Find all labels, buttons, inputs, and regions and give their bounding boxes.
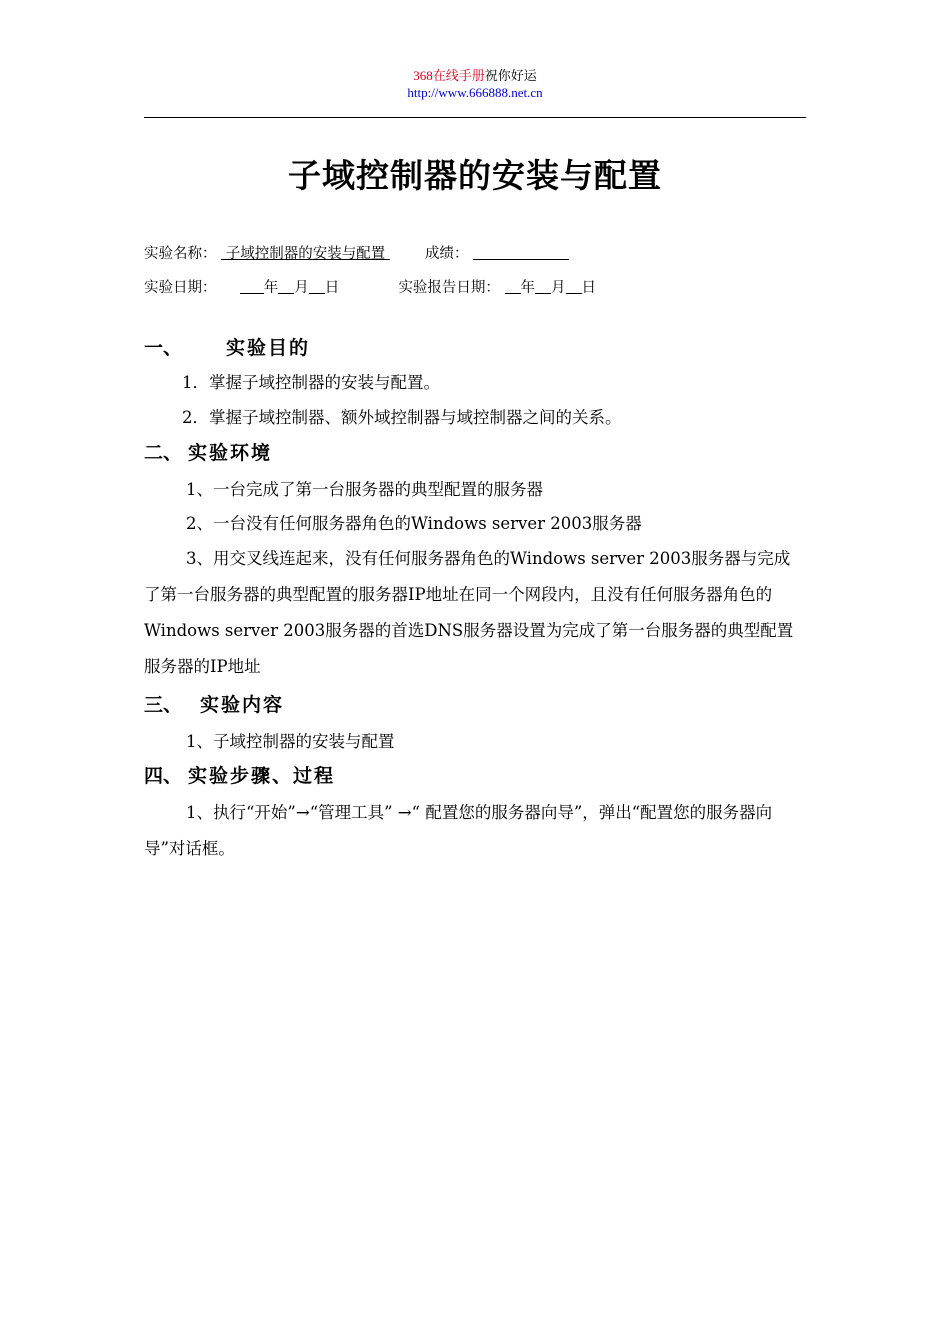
date-year-blank	[240, 279, 264, 294]
section-heading-purpose	[144, 335, 310, 361]
section-heading-steps	[144, 763, 335, 789]
score-label: 成绩：	[425, 246, 469, 262]
report-month-label: 月	[551, 280, 566, 296]
purpose-item: 2．掌握子域控制器、额外域控制器与域控制器之间的关系。	[182, 408, 622, 427]
experiment-name-row	[144, 243, 569, 265]
purpose-item: 1．掌握子域控制器的安装与配置。	[182, 373, 440, 392]
report-month-blank	[535, 279, 551, 294]
environment-item: 3、用交叉线连起来，没有任何服务器角色的Windows server 2003服务器与完成了第一台服务器的典型配置的服务器IP地址在同一个网段内，且没有任何服务器角色的Windows server 2003服务器的首选DNS服务器设置为完成了第一台服务器的典型配置服务器的IP地址	[144, 549, 794, 676]
section-title: 实验内容	[200, 694, 285, 716]
experiment-date-row	[144, 277, 596, 299]
content-item: 1、子域控制器的安装与配置	[186, 732, 395, 751]
header-brand-suffix: 祝你好运	[484, 68, 537, 83]
report-day-blank	[566, 279, 582, 294]
date-month-label: 月	[294, 280, 309, 296]
environment-item: 2、一台没有任何服务器角色的Windows server 2003服务器	[186, 514, 642, 533]
experiment-name-label: 实验名称：	[144, 246, 217, 262]
section-heading-content	[144, 692, 284, 718]
experiment-date-label: 实验日期：	[144, 280, 217, 296]
score-blank	[473, 245, 569, 260]
date-day-blank	[309, 279, 325, 294]
page-header-brand	[0, 68, 950, 84]
section-number: 四、	[144, 765, 183, 787]
experiment-name-value: 子域控制器的安装与配置	[221, 246, 390, 262]
section-number: 三、	[144, 694, 183, 716]
steps-item: 1、执行“开始”→“管理工具” →“ 配置您的服务器向导”，弹出“配置您的服务器向导”对话框。	[144, 803, 773, 858]
section-number: 一、	[144, 337, 183, 359]
date-month-blank	[278, 279, 294, 294]
report-date-label: 实验报告日期：	[398, 280, 500, 296]
section-title: 实验环境	[188, 442, 273, 464]
date-day-label: 日	[324, 280, 340, 296]
date-year-label: 年	[263, 280, 279, 296]
report-day-label: 日	[581, 280, 597, 296]
section-number: 二、	[144, 442, 183, 464]
environment-item: 1、一台完成了第一台服务器的典型配置的服务器	[186, 480, 543, 499]
header-url-link[interactable]: http://www.666888.net.cn	[407, 85, 543, 100]
section-title: 实验目的	[226, 337, 311, 359]
header-brand-name: 368在线手册	[413, 68, 485, 83]
section-title: 实验步骤、过程	[188, 765, 336, 787]
report-year-label: 年	[520, 280, 536, 296]
header-divider	[144, 117, 806, 118]
report-year-blank	[505, 279, 521, 294]
document-title: 子域控制器的安装与配置	[288, 156, 662, 195]
section-heading-environment	[144, 440, 272, 466]
